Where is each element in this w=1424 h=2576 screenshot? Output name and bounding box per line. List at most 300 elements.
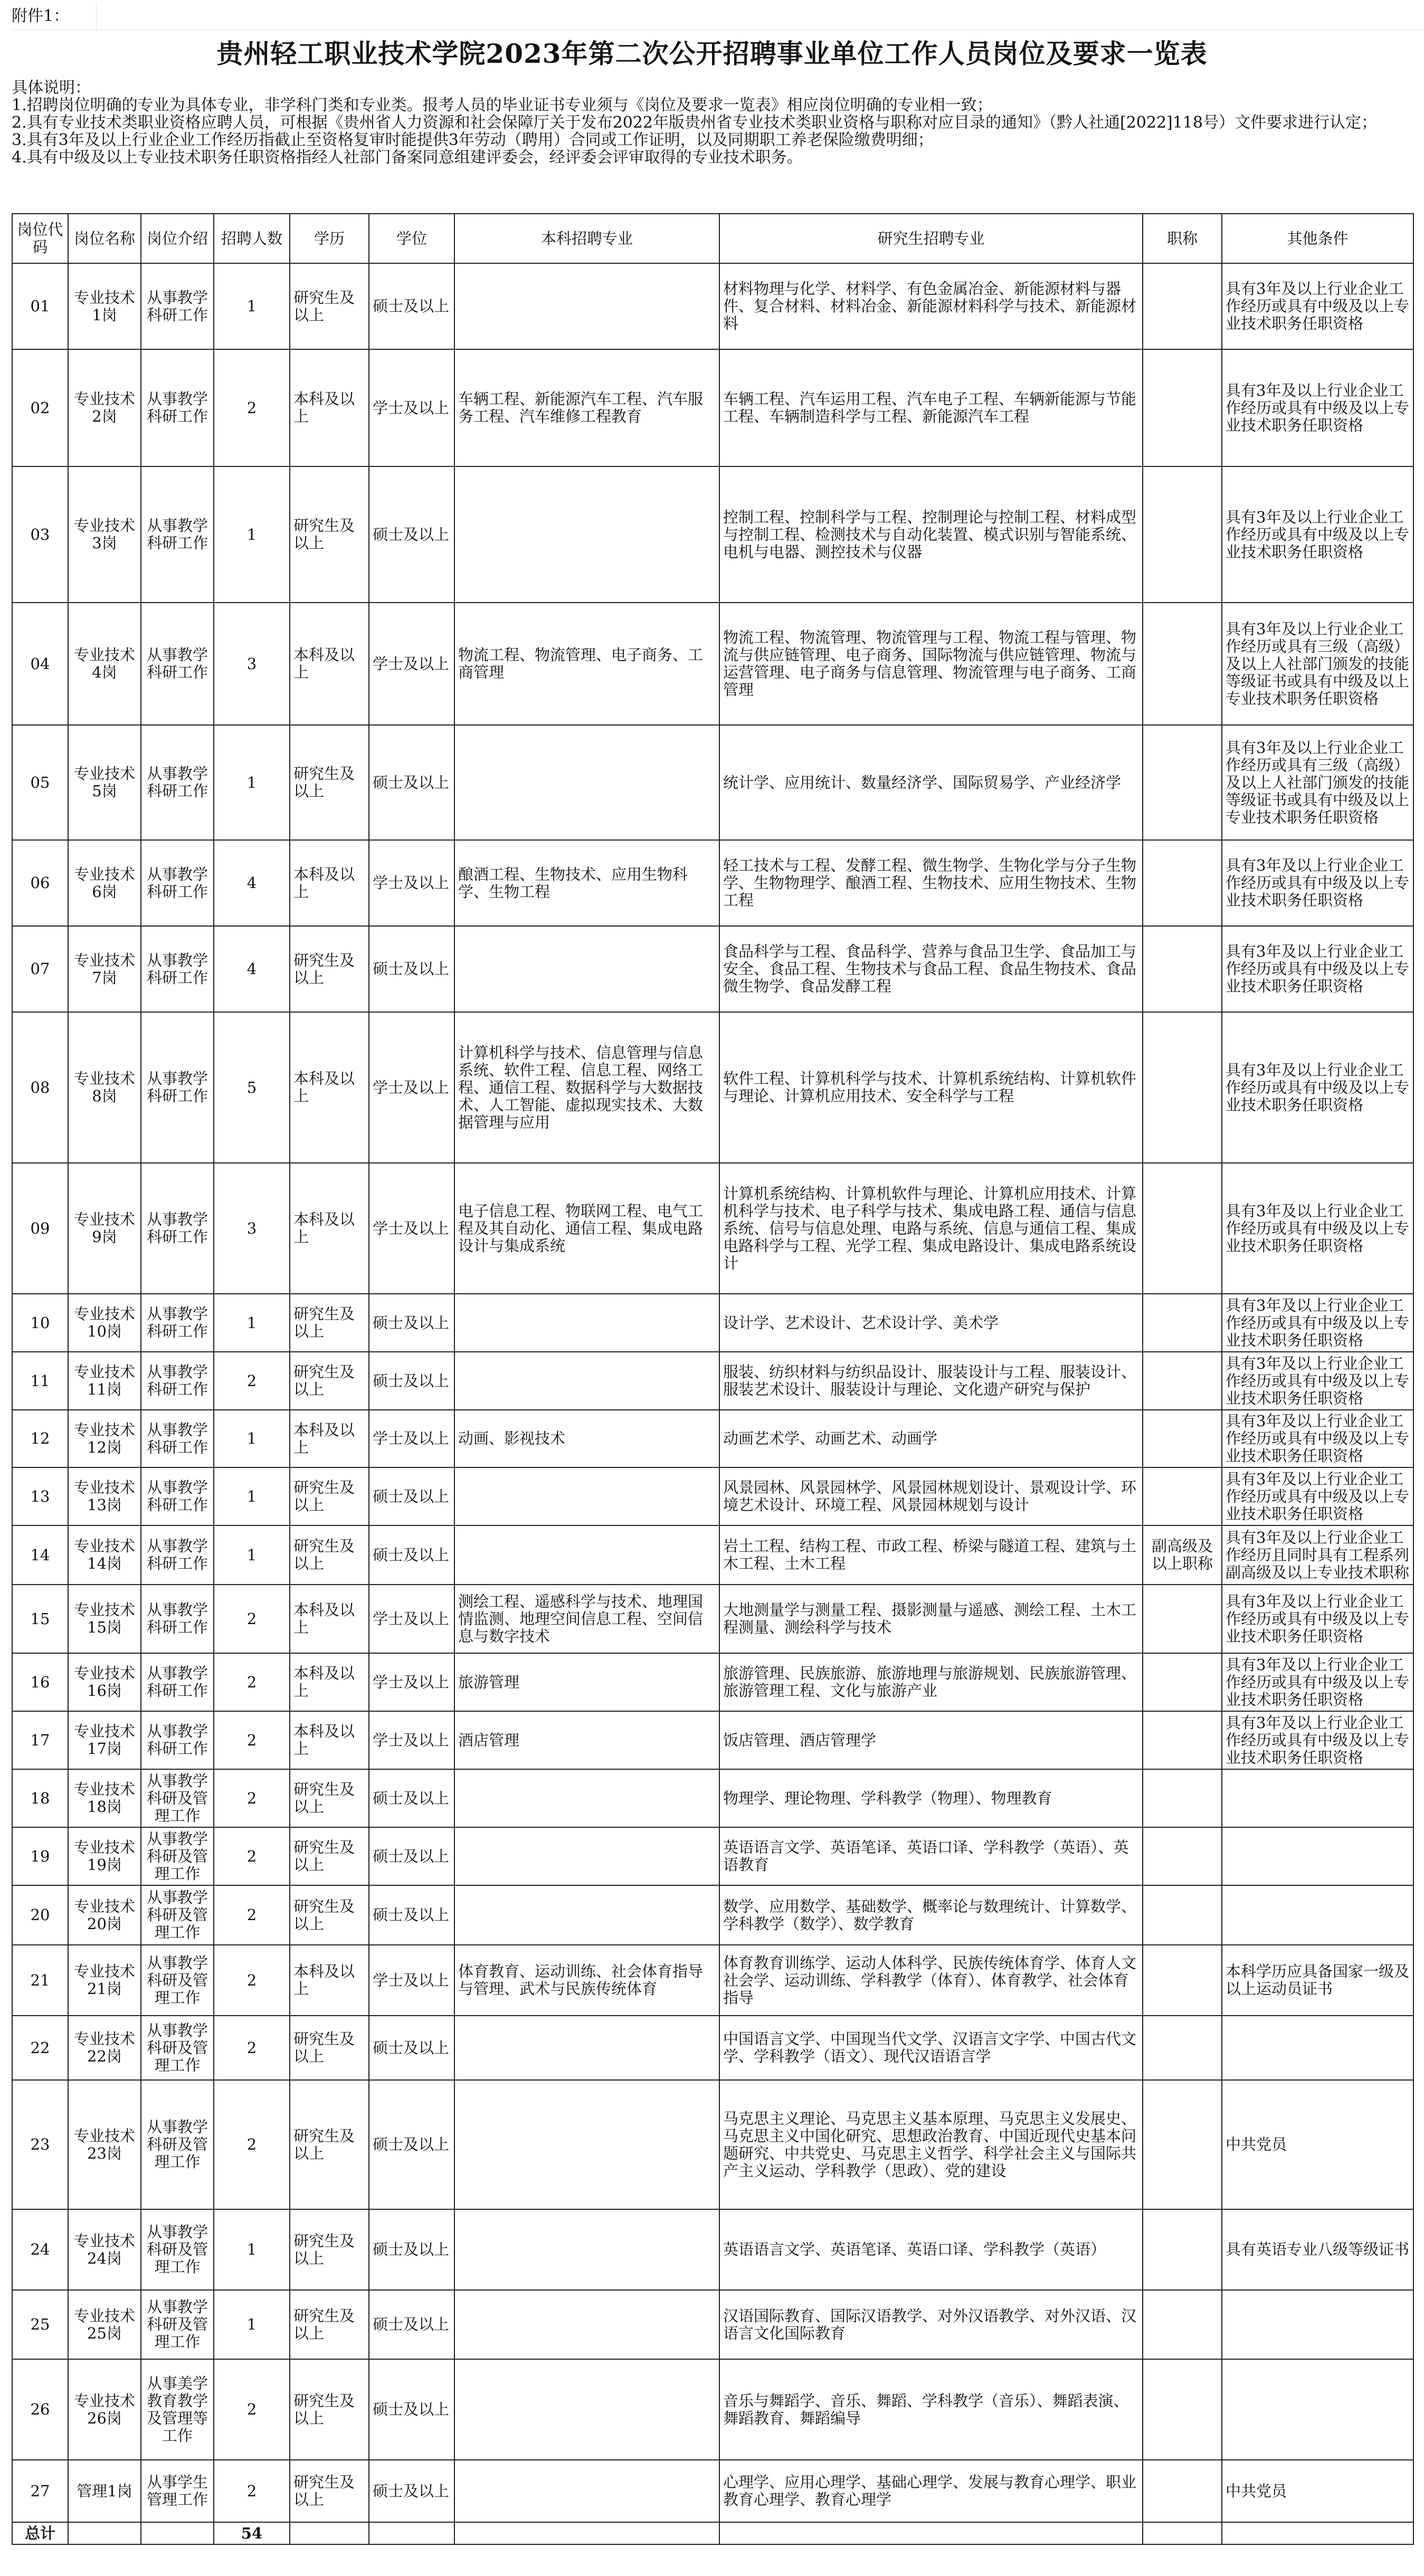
total-label: 总计 bbox=[12, 2522, 68, 2544]
degree-cell: 硕士及以上 bbox=[369, 2016, 454, 2080]
grad-major-cell: 食品科学与工程、食品科学、营养与食品卫生学、食品加工与安全、食品工程、生物技术与食品工程、食品生物技术、食品微生物学、食品发酵工程 bbox=[719, 926, 1143, 1012]
table-row bbox=[12, 1467, 1413, 1525]
grad-major-cell: 英语语言文学、英语笔译、英语口译、学科教学（英语）、英语教育 bbox=[719, 1827, 1143, 1885]
degree-cell: 学士及以上 bbox=[369, 1585, 454, 1653]
edu-cell: 本科及以上 bbox=[290, 840, 369, 926]
intro-cell: 从事教学科研工作 bbox=[141, 1012, 214, 1163]
title-cell bbox=[1143, 1163, 1222, 1294]
intro-cell: 从事教学科研及管理工作 bbox=[141, 1945, 214, 2016]
undergrad-major-cell: 动画、影视技术 bbox=[454, 1410, 719, 1467]
table-row bbox=[12, 840, 1413, 926]
name-cell: 专业技术23岗 bbox=[68, 2080, 141, 2209]
edu-cell: 研究生及以上 bbox=[290, 926, 369, 1012]
undergrad-major-cell bbox=[454, 2209, 719, 2290]
name-cell: 专业技术9岗 bbox=[68, 1163, 141, 1294]
edu-cell: 研究生及以上 bbox=[290, 1352, 369, 1410]
undergrad-major-cell bbox=[454, 2359, 719, 2460]
name-cell: 专业技术15岗 bbox=[68, 1585, 141, 1653]
table-row bbox=[12, 2016, 1413, 2080]
grad-major-cell: 设计学、艺术设计、艺术设计学、美术学 bbox=[719, 1294, 1143, 1352]
other-cell: 中共党员 bbox=[1222, 2460, 1413, 2522]
degree-cell: 学士及以上 bbox=[369, 1163, 454, 1294]
undergrad-major-cell bbox=[454, 1885, 719, 1945]
header-cell: 职称 bbox=[1143, 214, 1222, 263]
table-row bbox=[12, 603, 1413, 725]
intro-cell: 从事教学科研及管理工作 bbox=[141, 1769, 214, 1827]
undergrad-major-cell bbox=[454, 1352, 719, 1410]
grad-major-cell: 车辆工程、汽车运用工程、汽车电子工程、车辆新能源与节能工程、车辆制造科学与工程、新能源汽车工程 bbox=[719, 349, 1143, 466]
grad-major-cell: 统计学、应用统计、数量经济学、国际贸易学、产业经济学 bbox=[719, 725, 1143, 840]
header-cell: 岗位介绍 bbox=[141, 214, 214, 263]
other-cell: 具有3年及以上行业企业工作经历或具有中级及以上专业技术职务任职资格 bbox=[1222, 926, 1413, 1012]
edu-cell: 研究生及以上 bbox=[290, 466, 369, 603]
degree-cell: 硕士及以上 bbox=[369, 2460, 454, 2522]
total-count: 54 bbox=[214, 2522, 290, 2544]
edu-cell: 研究生及以上 bbox=[290, 1827, 369, 1885]
code-cell: 02 bbox=[12, 349, 68, 466]
degree-cell: 硕士及以上 bbox=[369, 2080, 454, 2209]
intro-cell: 从事教学科研工作 bbox=[141, 1294, 214, 1352]
other-cell: 具有3年及以上行业企业工作经历或具有中级及以上专业技术职务任职资格 bbox=[1222, 1585, 1413, 1653]
header-cell: 本科招聘专业 bbox=[454, 214, 719, 263]
grad-major-cell: 旅游管理、民族旅游、旅游地理与旅游规划、民族旅游管理、旅游管理工程、文化与旅游产业 bbox=[719, 1653, 1143, 1711]
title-cell bbox=[1143, 2460, 1222, 2522]
grad-major-cell: 体育教育训练学、运动人体科学、民族传统体育学、体育人文社会学、运动训练、学科教学（体育）、体育教学、社会体育指导 bbox=[719, 1945, 1143, 2016]
table-row bbox=[12, 2460, 1413, 2522]
grad-major-cell: 物理学、理论物理、学科教学（物理）、物理教育 bbox=[719, 1769, 1143, 1827]
intro-cell: 从事教学科研工作 bbox=[141, 926, 214, 1012]
table-body bbox=[12, 263, 1413, 2522]
note-line: 1.招聘岗位明确的专业为具体专业，非学科门类和专业类。报考人员的毕业证书专业须与《岗位及要求一览表》相应岗位明确的专业相一致； bbox=[12, 96, 993, 115]
other-cell: 具有3年及以上行业企业工作经历或具有三级（高级）及以上人社部门颁发的技能等级证书或具有中级及以上专业技术职务任职资格 bbox=[1222, 603, 1413, 725]
name-cell: 专业技术25岗 bbox=[68, 2290, 141, 2359]
code-cell: 11 bbox=[12, 1352, 68, 1410]
code-cell: 24 bbox=[12, 2209, 68, 2290]
degree-cell: 学士及以上 bbox=[369, 1711, 454, 1769]
title-cell bbox=[1143, 725, 1222, 840]
code-cell: 12 bbox=[12, 1410, 68, 1467]
empty-cell bbox=[454, 2522, 719, 2544]
code-cell: 19 bbox=[12, 1827, 68, 1885]
code-cell: 04 bbox=[12, 603, 68, 725]
degree-cell: 硕士及以上 bbox=[369, 1467, 454, 1525]
intro-cell: 从事教学科研工作 bbox=[141, 466, 214, 603]
table-row bbox=[12, 1294, 1413, 1352]
title-cell bbox=[1143, 466, 1222, 603]
undergrad-major-cell: 测绘工程、遥感科学与技术、地理国情监测、地理空间信息工程、空间信息与数字技术 bbox=[454, 1585, 719, 1653]
edu-cell: 本科及以上 bbox=[290, 1653, 369, 1711]
header-cell: 学历 bbox=[290, 214, 369, 263]
empty-cell bbox=[1143, 2522, 1222, 2544]
code-cell: 01 bbox=[12, 263, 68, 349]
intro-cell: 从事美学教育教学及管理等工作 bbox=[141, 2359, 214, 2460]
title-cell bbox=[1143, 840, 1222, 926]
intro-cell: 从事教学科研及管理工作 bbox=[141, 2080, 214, 2209]
code-cell: 08 bbox=[12, 1012, 68, 1163]
other-cell bbox=[1222, 2290, 1413, 2359]
undergrad-major-cell: 计算机科学与技术、信息管理与信息系统、软件工程、信息工程、网络工程、通信工程、数据科学与大数据技术、人工智能、虚拟现实技术、大数据管理与应用 bbox=[454, 1012, 719, 1163]
count-cell: 4 bbox=[214, 926, 290, 1012]
other-cell: 中共党员 bbox=[1222, 2080, 1413, 2209]
grad-major-cell: 音乐与舞蹈学、音乐、舞蹈、学科教学（音乐）、舞蹈表演、舞蹈教育、舞蹈编导 bbox=[719, 2359, 1143, 2460]
top-gridline bbox=[96, 0, 1424, 30]
code-cell: 20 bbox=[12, 1885, 68, 1945]
other-cell: 具有3年及以上行业企业工作经历或具有中级及以上专业技术职务任职资格 bbox=[1222, 1294, 1413, 1352]
name-cell: 专业技术26岗 bbox=[68, 2359, 141, 2460]
title-cell bbox=[1143, 1585, 1222, 1653]
name-cell: 专业技术6岗 bbox=[68, 840, 141, 926]
grad-major-cell: 控制工程、控制科学与工程、控制理论与控制工程、材料成型与控制工程、检测技术与自动化装置、模式识别与智能系统、电机与电器、测控技术与仪器 bbox=[719, 466, 1143, 603]
code-cell: 25 bbox=[12, 2290, 68, 2359]
intro-cell: 从事教学科研工作 bbox=[141, 1163, 214, 1294]
title-cell bbox=[1143, 1827, 1222, 1885]
table-row bbox=[12, 1585, 1413, 1653]
edu-cell: 本科及以上 bbox=[290, 1012, 369, 1163]
name-cell: 专业技术19岗 bbox=[68, 1827, 141, 1885]
grad-major-cell: 服装、纺织材料与纺织品设计、服装设计与工程、服装设计、服装艺术设计、服装设计与理论、文化遗产研究与保护 bbox=[719, 1352, 1143, 1410]
undergrad-major-cell bbox=[454, 466, 719, 603]
edu-cell: 本科及以上 bbox=[290, 1163, 369, 1294]
undergrad-major-cell: 物流工程、物流管理、电子商务、工商管理 bbox=[454, 603, 719, 725]
table-row bbox=[12, 349, 1413, 466]
other-cell: 具有3年及以上行业企业工作经历或具有三级（高级）及以上人社部门颁发的技能等级证书或具有中级及以上专业技术职务任职资格 bbox=[1222, 725, 1413, 840]
name-cell: 专业技术21岗 bbox=[68, 1945, 141, 2016]
note-line: 2.具有专业技术类职业资格应聘人员，可根据《贵州省人力资源和社会保障厅关于发布2022年版贵州省专业技术类职业资格与职称对应目录的通知》（黔人社通[2022]118号）文件要求进行认定； bbox=[12, 113, 1377, 132]
degree-cell: 硕士及以上 bbox=[369, 2290, 454, 2359]
intro-cell: 从事教学科研工作 bbox=[141, 1711, 214, 1769]
code-cell: 05 bbox=[12, 725, 68, 840]
intro-cell: 从事教学科研工作 bbox=[141, 1467, 214, 1525]
title-cell bbox=[1143, 2016, 1222, 2080]
undergrad-major-cell bbox=[454, 1467, 719, 1525]
edu-cell: 研究生及以上 bbox=[290, 1525, 369, 1585]
edu-cell: 研究生及以上 bbox=[290, 2290, 369, 2359]
undergrad-major-cell bbox=[454, 263, 719, 349]
edu-cell: 研究生及以上 bbox=[290, 2016, 369, 2080]
code-cell: 27 bbox=[12, 2460, 68, 2522]
title-cell bbox=[1143, 2359, 1222, 2460]
intro-cell: 从事学生管理工作 bbox=[141, 2460, 214, 2522]
other-cell: 具有3年及以上行业企业工作经历或具有中级及以上专业技术职务任职资格 bbox=[1222, 1012, 1413, 1163]
title-cell bbox=[1143, 1945, 1222, 2016]
grad-major-cell: 马克思主义理论、马克思主义基本原理、马克思主义发展史、马克思主义中国化研究、思想政治教育、中国近现代史基本问题研究、中共党史、马克思主义哲学、科学社会主义与国际共产主义运动、学科教学（思政）、党的建设 bbox=[719, 2080, 1143, 2209]
name-cell: 专业技术2岗 bbox=[68, 349, 141, 466]
other-cell bbox=[1222, 1827, 1413, 1885]
other-cell bbox=[1222, 1885, 1413, 1945]
degree-cell: 学士及以上 bbox=[369, 1410, 454, 1467]
intro-cell: 从事教学科研及管理工作 bbox=[141, 1885, 214, 1945]
count-cell: 4 bbox=[214, 840, 290, 926]
table-row bbox=[12, 466, 1413, 603]
grad-major-cell: 饭店管理、酒店管理学 bbox=[719, 1711, 1143, 1769]
undergrad-major-cell bbox=[454, 2016, 719, 2080]
table-row bbox=[12, 1163, 1413, 1294]
edu-cell: 本科及以上 bbox=[290, 1711, 369, 1769]
other-cell: 具有英语专业八级等级证书 bbox=[1222, 2209, 1413, 2290]
grad-major-cell: 数学、应用数学、基础数学、概率论与数理统计、计算数学、学科教学（数学）、数学教育 bbox=[719, 1885, 1143, 1945]
empty-cell bbox=[290, 2522, 369, 2544]
grad-major-cell: 岩土工程、结构工程、市政工程、桥梁与隧道工程、建筑与土木工程、土木工程 bbox=[719, 1525, 1143, 1585]
other-cell: 具有3年及以上行业企业工作经历或具有中级及以上专业技术职务任职资格 bbox=[1222, 1467, 1413, 1525]
edu-cell: 本科及以上 bbox=[290, 603, 369, 725]
table-row bbox=[12, 2359, 1413, 2460]
other-cell: 具有3年及以上行业企业工作经历或具有中级及以上专业技术职务任职资格 bbox=[1222, 1653, 1413, 1711]
undergrad-major-cell: 酒店管理 bbox=[454, 1711, 719, 1769]
empty-cell bbox=[68, 2522, 141, 2544]
code-cell: 09 bbox=[12, 1163, 68, 1294]
header-cell: 招聘人数 bbox=[214, 214, 290, 263]
edu-cell: 本科及以上 bbox=[290, 1410, 369, 1467]
name-cell: 专业技术14岗 bbox=[68, 1525, 141, 1585]
edu-cell: 研究生及以上 bbox=[290, 1467, 369, 1525]
undergrad-major-cell bbox=[454, 1525, 719, 1585]
count-cell: 1 bbox=[214, 466, 290, 603]
code-cell: 17 bbox=[12, 1711, 68, 1769]
intro-cell: 从事教学科研及管理工作 bbox=[141, 2016, 214, 2080]
edu-cell: 本科及以上 bbox=[290, 1945, 369, 2016]
other-cell bbox=[1222, 2016, 1413, 2080]
undergrad-major-cell: 旅游管理 bbox=[454, 1653, 719, 1711]
degree-cell: 硕士及以上 bbox=[369, 1525, 454, 1585]
intro-cell: 从事教学科研工作 bbox=[141, 1585, 214, 1653]
title-cell bbox=[1143, 1467, 1222, 1525]
other-cell: 本科学历应具备国家一级及以上运动员证书 bbox=[1222, 1945, 1413, 2016]
table-row bbox=[12, 926, 1413, 1012]
name-cell: 专业技术1岗 bbox=[68, 263, 141, 349]
count-cell: 2 bbox=[214, 1769, 290, 1827]
edu-cell: 本科及以上 bbox=[290, 1585, 369, 1653]
name-cell: 专业技术24岗 bbox=[68, 2209, 141, 2290]
table-row bbox=[12, 1827, 1413, 1885]
edu-cell: 研究生及以上 bbox=[290, 2209, 369, 2290]
title-cell bbox=[1143, 1769, 1222, 1827]
undergrad-major-cell bbox=[454, 1294, 719, 1352]
count-cell: 2 bbox=[214, 1711, 290, 1769]
code-cell: 15 bbox=[12, 1585, 68, 1653]
name-cell: 专业技术16岗 bbox=[68, 1653, 141, 1711]
count-cell: 2 bbox=[214, 2460, 290, 2522]
other-cell: 具有3年及以上行业企业工作经历或具有中级及以上专业技术职务任职资格 bbox=[1222, 1410, 1413, 1467]
intro-cell: 从事教学科研工作 bbox=[141, 725, 214, 840]
other-cell: 具有3年及以上行业企业工作经历或具有中级及以上专业技术职务任职资格 bbox=[1222, 263, 1413, 349]
title-cell bbox=[1143, 1711, 1222, 1769]
count-cell: 1 bbox=[214, 1467, 290, 1525]
code-cell: 23 bbox=[12, 2080, 68, 2209]
name-cell: 专业技术18岗 bbox=[68, 1769, 141, 1827]
title-cell bbox=[1143, 2290, 1222, 2359]
attachment-label: 附件1： bbox=[12, 3, 97, 30]
other-cell: 具有3年及以上行业企业工作经历或具有中级及以上专业技术职务任职资格 bbox=[1222, 349, 1413, 466]
grad-major-cell: 物流工程、物流管理、物流管理与工程、物流工程与管理、物流与供应链管理、电子商务、国际物流与供应链管理、物流与运营管理、电子商务与信息管理、物流管理与电子商务、工商管理 bbox=[719, 603, 1143, 725]
count-cell: 2 bbox=[214, 349, 290, 466]
code-cell: 03 bbox=[12, 466, 68, 603]
other-cell: 具有3年及以上行业企业工作经历或具有中级及以上专业技术职务任职资格 bbox=[1222, 1352, 1413, 1410]
title-cell bbox=[1143, 926, 1222, 1012]
empty-cell bbox=[1222, 2522, 1413, 2544]
title-cell bbox=[1143, 2080, 1222, 2209]
intro-cell: 从事教学科研及管理工作 bbox=[141, 2290, 214, 2359]
name-cell: 专业技术5岗 bbox=[68, 725, 141, 840]
page-title: 贵州轻工职业技术学院2023年第二次公开招聘事业单位工作人员岗位及要求一览表 bbox=[216, 38, 1208, 69]
table-row bbox=[12, 1885, 1413, 1945]
grad-major-cell: 软件工程、计算机科学与技术、计算机系统结构、计算机软件与理论、计算机应用技术、安全科学与工程 bbox=[719, 1012, 1143, 1163]
name-cell: 专业技术12岗 bbox=[68, 1410, 141, 1467]
other-cell: 具有3年及以上行业企业工作经历或具有中级及以上专业技术职务任职资格 bbox=[1222, 466, 1413, 603]
code-cell: 18 bbox=[12, 1769, 68, 1827]
degree-cell: 硕士及以上 bbox=[369, 2359, 454, 2460]
intro-cell: 从事教学科研及管理工作 bbox=[141, 2209, 214, 2290]
count-cell: 2 bbox=[214, 1653, 290, 1711]
count-cell: 2 bbox=[214, 1585, 290, 1653]
edu-cell: 研究生及以上 bbox=[290, 2359, 369, 2460]
degree-cell: 硕士及以上 bbox=[369, 1352, 454, 1410]
other-cell: 具有3年及以上行业企业工作经历或具有中级及以上专业技术职务任职资格 bbox=[1222, 1711, 1413, 1769]
undergrad-major-cell bbox=[454, 2290, 719, 2359]
table-row bbox=[12, 1653, 1413, 1711]
title-cell bbox=[1143, 1885, 1222, 1945]
grad-major-cell: 动画艺术学、动画艺术、动画学 bbox=[719, 1410, 1143, 1467]
count-cell: 2 bbox=[214, 2080, 290, 2209]
empty-cell bbox=[141, 2522, 214, 2544]
intro-cell: 从事教学科研工作 bbox=[141, 1410, 214, 1467]
edu-cell: 本科及以上 bbox=[290, 349, 369, 466]
title-cell bbox=[1143, 1653, 1222, 1711]
degree-cell: 硕士及以上 bbox=[369, 1885, 454, 1945]
undergrad-major-cell: 电子信息工程、物联网工程、电气工程及其自动化、通信工程、集成电路设计与集成系统 bbox=[454, 1163, 719, 1294]
title-cell bbox=[1143, 263, 1222, 349]
code-cell: 07 bbox=[12, 926, 68, 1012]
name-cell: 专业技术17岗 bbox=[68, 1711, 141, 1769]
intro-cell: 从事教学科研工作 bbox=[141, 603, 214, 725]
edu-cell: 研究生及以上 bbox=[290, 2460, 369, 2522]
count-cell: 2 bbox=[214, 1827, 290, 1885]
name-cell: 专业技术8岗 bbox=[68, 1012, 141, 1163]
count-cell: 5 bbox=[214, 1012, 290, 1163]
degree-cell: 硕士及以上 bbox=[369, 2209, 454, 2290]
count-cell: 1 bbox=[214, 263, 290, 349]
undergrad-major-cell: 酿酒工程、生物技术、应用生物科学、生物工程 bbox=[454, 840, 719, 926]
degree-cell: 学士及以上 bbox=[369, 603, 454, 725]
code-cell: 26 bbox=[12, 2359, 68, 2460]
undergrad-major-cell bbox=[454, 1769, 719, 1827]
title-cell bbox=[1143, 1294, 1222, 1352]
grad-major-cell: 大地测量学与测量工程、摄影测量与遥感、测绘工程、土木工程测量、测绘科学与技术 bbox=[719, 1585, 1143, 1653]
degree-cell: 学士及以上 bbox=[369, 1945, 454, 2016]
undergrad-major-cell bbox=[454, 2080, 719, 2209]
intro-cell: 从事教学科研工作 bbox=[141, 1352, 214, 1410]
count-cell: 2 bbox=[214, 2359, 290, 2460]
degree-cell: 学士及以上 bbox=[369, 840, 454, 926]
table-row bbox=[12, 1525, 1413, 1585]
header-row bbox=[12, 214, 1413, 263]
degree-cell: 硕士及以上 bbox=[369, 725, 454, 840]
count-cell: 1 bbox=[214, 2209, 290, 2290]
code-cell: 22 bbox=[12, 2016, 68, 2080]
count-cell: 1 bbox=[214, 1410, 290, 1467]
degree-cell: 学士及以上 bbox=[369, 349, 454, 466]
intro-cell: 从事教学科研工作 bbox=[141, 1525, 214, 1585]
table-row bbox=[12, 1410, 1413, 1467]
header-cell: 岗位名称 bbox=[68, 214, 141, 263]
header-cell: 其他条件 bbox=[1222, 214, 1413, 263]
header-cell: 岗位代码 bbox=[12, 214, 68, 263]
count-cell: 3 bbox=[214, 1163, 290, 1294]
undergrad-major-cell: 车辆工程、新能源汽车工程、汽车服务工程、汽车维修工程教育 bbox=[454, 349, 719, 466]
name-cell: 专业技术13岗 bbox=[68, 1467, 141, 1525]
intro-cell: 从事教学科研工作 bbox=[141, 263, 214, 349]
other-cell: 具有3年及以上行业企业工作经历且同时具有工程系列副高级及以上专业技术职称 bbox=[1222, 1525, 1413, 1585]
note-line: 具体说明： bbox=[12, 79, 91, 97]
code-cell: 16 bbox=[12, 1653, 68, 1711]
undergrad-major-cell bbox=[454, 1827, 719, 1885]
note-line: 4.具有中级及以上专业技术职务任职资格指经人社部门备案同意组建评委会，经评委会评审取得的专业技术职务。 bbox=[12, 148, 803, 167]
name-cell: 管理1岗 bbox=[68, 2460, 141, 2522]
grad-major-cell: 中国语言文学、中国现当代文学、汉语言文字学、中国古代文学、学科教学（语文）、现代汉语语言学 bbox=[719, 2016, 1143, 2080]
title-cell bbox=[1143, 2209, 1222, 2290]
grad-major-cell: 材料物理与化学、材料学、有色金属冶金、新能源材料与器件、复合材料、材料冶金、新能源材料科学与技术、新能源材料 bbox=[719, 263, 1143, 349]
count-cell: 1 bbox=[214, 1294, 290, 1352]
edu-cell: 研究生及以上 bbox=[290, 263, 369, 349]
title-cell: 副高级及以上职称 bbox=[1143, 1525, 1222, 1585]
title-cell bbox=[1143, 349, 1222, 466]
count-cell: 3 bbox=[214, 603, 290, 725]
intro-cell: 从事教学科研工作 bbox=[141, 840, 214, 926]
grad-major-cell: 计算机系统结构、计算机软件与理论、计算机应用技术、计算机科学与技术、电子科学与技术、集成电路工程、通信与信息系统、信号与信息处理、电路与系统、信息与通信工程、集成电路科学与工程、光学工程、集成电路设计、集成电路系统设计 bbox=[719, 1163, 1143, 1294]
undergrad-major-cell bbox=[454, 926, 719, 1012]
code-cell: 14 bbox=[12, 1525, 68, 1585]
empty-cell bbox=[719, 2522, 1143, 2544]
table-row bbox=[12, 2080, 1413, 2209]
title-cell bbox=[1143, 1012, 1222, 1163]
total-row bbox=[12, 2522, 1413, 2544]
count-cell: 1 bbox=[214, 725, 290, 840]
other-cell bbox=[1222, 2359, 1413, 2460]
other-cell bbox=[1222, 1769, 1413, 1827]
name-cell: 专业技术22岗 bbox=[68, 2016, 141, 2080]
intro-cell: 从事教学科研工作 bbox=[141, 1653, 214, 1711]
name-cell: 专业技术10岗 bbox=[68, 1294, 141, 1352]
name-cell: 专业技术3岗 bbox=[68, 466, 141, 603]
header-cell: 学位 bbox=[369, 214, 454, 263]
count-cell: 2 bbox=[214, 2016, 290, 2080]
count-cell: 2 bbox=[214, 1352, 290, 1410]
degree-cell: 硕士及以上 bbox=[369, 263, 454, 349]
table-row bbox=[12, 263, 1413, 349]
undergrad-major-cell: 体育教育、运动训练、社会体育指导与管理、武术与民族传统体育 bbox=[454, 1945, 719, 2016]
other-cell: 具有3年及以上行业企业工作经历或具有中级及以上专业技术职务任职资格 bbox=[1222, 1163, 1413, 1294]
name-cell: 专业技术20岗 bbox=[68, 1885, 141, 1945]
grad-major-cell: 风景园林、风景园林学、风景园林规划设计、景观设计学、环境艺术设计、环境工程、风景园林规划与设计 bbox=[719, 1467, 1143, 1525]
note-line: 3.具有3年及以上行业企业工作经历指截止至资格复审时能提供3年劳动（聘用）合同或工作证明，以及同期职工养老保险缴费明细； bbox=[12, 131, 934, 149]
name-cell: 专业技术4岗 bbox=[68, 603, 141, 725]
name-cell: 专业技术7岗 bbox=[68, 926, 141, 1012]
table-row bbox=[12, 1945, 1413, 2016]
degree-cell: 硕士及以上 bbox=[369, 1294, 454, 1352]
grad-major-cell: 汉语国际教育、国际汉语教学、对外汉语教学、对外汉语、汉语言文化国际教育 bbox=[719, 2290, 1143, 2359]
edu-cell: 研究生及以上 bbox=[290, 1294, 369, 1352]
intro-cell: 从事教学科研工作 bbox=[141, 349, 214, 466]
code-cell: 06 bbox=[12, 840, 68, 926]
degree-cell: 硕士及以上 bbox=[369, 1769, 454, 1827]
edu-cell: 研究生及以上 bbox=[290, 1885, 369, 1945]
edu-cell: 研究生及以上 bbox=[290, 1769, 369, 1827]
degree-cell: 硕士及以上 bbox=[369, 466, 454, 603]
table-row bbox=[12, 1711, 1413, 1769]
positions-table bbox=[12, 213, 1414, 2545]
header-cell: 研究生招聘专业 bbox=[719, 214, 1143, 263]
title-cell bbox=[1143, 603, 1222, 725]
notes-block bbox=[12, 79, 1413, 166]
